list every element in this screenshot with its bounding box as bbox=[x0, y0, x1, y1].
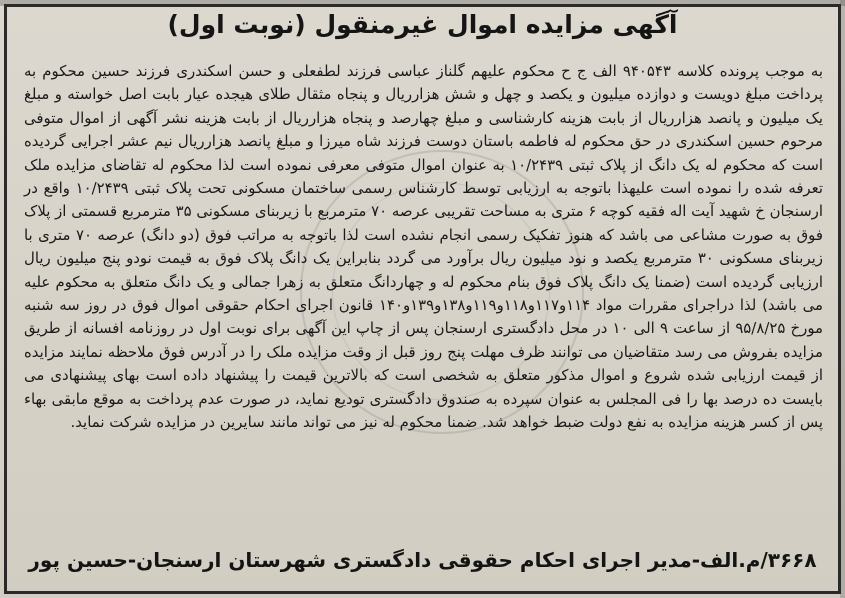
notice-body: به موجب پرونده کلاسه ۹۴۰۵۴۳ الف ج ح محکوم علیهم گلناز عباسی فرزند لطفعلی و حسن اسکندری فرزند حسین محکوم به پرداخت مبلغ دویست و دوازده میلیون و یکصد و چهل و شش هزارریال و پنجاه مثقال طلای هیجده عیار بابت اصل خواسته و مبلغ یک میلیون و پانصد هزارریال از بابت هزینه کارشناسی و مبلغ چهارصد و پنجاه هزارریال از بابت هزینه نشر آگهی از اموال متوفی مرحوم حسین اسکندری در حق محکوم له فاطمه باستان دوست فرزند شاه میرزا و مبلغ پانصد هزارریال نیم عشر اجرایی گردیده است که محکوم له یک دانگ از پلاک ثبتی ۱۰/۲۴۳۹ به عنوان اموال متوفی معرفی نموده است لذا محکوم له تقاضای مزایده ملک تعرفه شده را نموده است علیهذا باتوجه به ارزیابی توسط کارشناس رسمی ساختمان مسکونی تحت پلاک ثبتی ۱۰/۲۴۳۹ واقع در ارسنجان خ شهید آیت اله فقیه کوچه ۶ متری به مساحت تقریبی عرصه ۷۰ مترمربع با زیربنای مسکونی ۳۵ مترمربع قسمتی از پلاک فوق به صورت مشاعی می باشد که هنوز تفکیک رسمی انجام نشده است لذا باتوجه به مراتب فوق (دو دانگ) عرصه ۷۰ متری با زیربنای مسکونی ۳۰ مترمربع یکصد و نود میلیون ریال برآورد می گردد بنابراین یک دانگ پلاک فوق به قیمت نودو پنج میلیون ریال ارزیابی گردیده است (ضمنا یک دانگ پلاک فوق بنام محکوم له و چهاردانگ متعلق به زهرا جمالی و یک دانگ متعلق به محکوم علیه می باشد) لذا دراجرای مقررات مواد ۱۱۴و۱۱۷و۱۱۸و۱۱۹و۱۳۸و۱۳۹و۱۴۰ قانون اجرای احکام حقوقی اموال فوق در روز سه شنبه مورخ ۹۵/۸/۲۵ از ساعت ۹ الی ۱۰ در محل دادگستری ارسنجان پس از چاپ این آگهی برای نوبت اول در روزنامه افسانه از طریق مزایده بفروش می رسد متقاضیان می توانند ظرف مهلت پنج روز قبل از وقت مزایده ملک را در آدرس فوق ملاحظه نمایند مزایده از قیمت ارزیابی شده شروع و اموال مذکور متعلق به شخصی است که بالاترین قیمت را پیشنهاد داده است بهای پیشنهادی می بایست ده درصد بها را فی المجلس به عنوان سپرده به صندوق دادگستری تودیع نماید، در صورت عدم پرداخت به موقع مابقی بهاء پس از کسر هزینه مزایده به نفع دولت ضبط خواهد شد. ضمنا محکوم له نیز می تواند مانند سایرین در مزایده شرکت نماید. bbox=[24, 62, 823, 432]
notice-title: آگهی مزایده اموال غیرمنقول (نوبت اول) bbox=[167, 10, 678, 39]
notice-signature: ۳۶۶۸/م.الف-مدیر اجرای احکام حقوقی دادگستری شهرستان ارسنجان-حسین پور bbox=[28, 548, 817, 572]
